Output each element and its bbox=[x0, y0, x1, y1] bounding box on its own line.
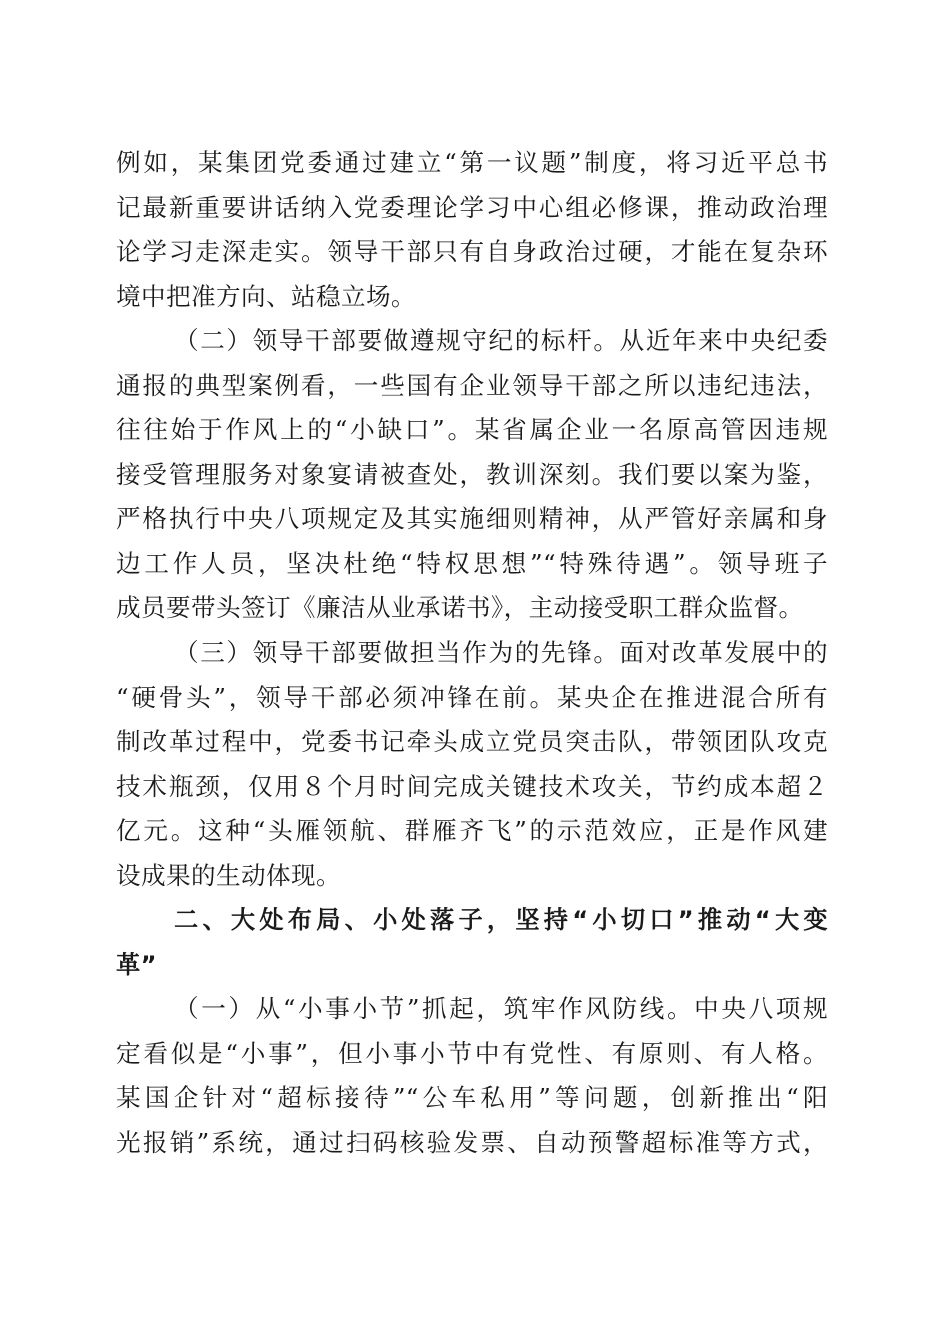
paragraph-line: （三）领导干部要做担当作为的先锋。面对改革发展中的 bbox=[174, 638, 828, 668]
paragraph-line: 接受管理服务对象宴请被查处，教训深刻。我们要以案为鉴， bbox=[116, 459, 828, 489]
document-body bbox=[116, 141, 828, 1166]
paragraph-line: 成员要带头签订《廉洁从业承诺书》，主动接受职工群众监督。 bbox=[116, 593, 804, 623]
paragraph-line: 亿元。这种“头雁领航、群雁齐飞”的示范效应，正是作风建 bbox=[116, 816, 828, 846]
paragraph-line: 记最新重要讲话纳入党委理论学习中心组必修课，推动政治理 bbox=[116, 192, 828, 222]
paragraph-line: 通报的典型案例看，一些国有企业领导干部之所以违纪违法， bbox=[116, 370, 828, 400]
paragraph-line: 例如，某集团党委通过建立“第一议题”制度，将习近平总书 bbox=[116, 148, 828, 177]
section-heading-line: 革” bbox=[116, 950, 157, 979]
paragraph-line: 制改革过程中，党委书记牵头成立党员突击队，带领团队攻克 bbox=[116, 727, 828, 757]
paragraph-line: 往往始于作风上的“小缺口”。某省属企业一名原高管因违规 bbox=[116, 415, 828, 445]
paragraph-line: （二）领导干部要做遵规守纪的标杆。从近年来中央纪委 bbox=[174, 326, 828, 356]
paragraph-line: 设成果的生动体现。 bbox=[116, 860, 341, 890]
paragraph-line: 技术瓶颈，仅用８个月时间完成关键技术攻关，节约成本超２ bbox=[116, 771, 828, 801]
paragraph-line: 边工作人员，坚决杜绝“特权思想”“特殊待遇”。领导班子 bbox=[116, 548, 828, 578]
paragraph-line: “硬骨头”，领导干部必须冲锋在前。某央企在推进混合所有 bbox=[116, 682, 828, 712]
paragraph-line: 定看似是“小事”，但小事小节中有党性、有原则、有人格。 bbox=[116, 1038, 828, 1068]
section-heading-line: 二、大处布局、小处落子，坚持“小切口”推动“大变 bbox=[174, 906, 828, 935]
paragraph-line: 某国企针对“超标接待”“公车私用”等问题，创新推出“阳 bbox=[116, 1083, 828, 1113]
paragraph-line: 境中把准方向、站稳立场。 bbox=[116, 281, 416, 311]
paragraph-line: （一）从“小事小节”抓起，筑牢作风防线。中央八项规 bbox=[174, 994, 828, 1024]
paragraph-line: 光报销”系统，通过扫码核验发票、自动预警超标准等方式， bbox=[116, 1128, 828, 1158]
paragraph-line: 严格执行中央八项规定及其实施细则精神，从严管好亲属和身 bbox=[116, 504, 828, 534]
paragraph-line: 论学习走深走实。领导干部只有自身政治过硬，才能在复杂环 bbox=[116, 237, 828, 267]
